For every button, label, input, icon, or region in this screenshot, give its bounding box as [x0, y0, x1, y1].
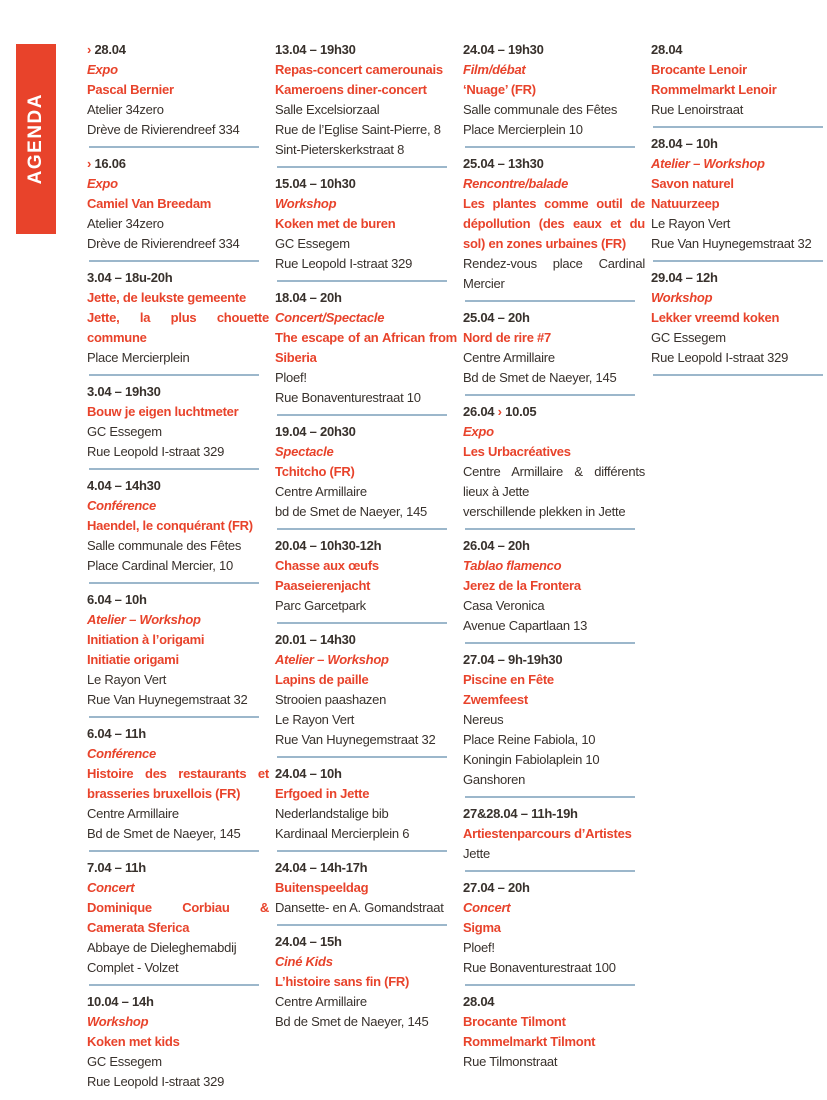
event-category: Tablao flamenco	[463, 558, 562, 573]
event-title: Natuurzeep	[651, 196, 720, 211]
event-detail: Atelier 34zero	[87, 102, 164, 117]
event-detail: Place Mercierplein	[87, 350, 190, 365]
event-detail: Salle communale des Fêtes	[463, 102, 618, 117]
event-divider	[653, 374, 823, 376]
event-detail: Le Rayon Vert	[87, 672, 167, 687]
event-listing	[651, 134, 827, 254]
event-date: 27&28.04 – 11h-19h	[463, 806, 578, 821]
event-date: 25.04 – 20h	[463, 310, 530, 325]
event-date: › 28.04	[87, 42, 126, 57]
event-divider	[89, 146, 259, 148]
event-divider	[277, 166, 447, 168]
event-category: Rencontre/balade	[463, 176, 569, 191]
event-title: Camiel Van Breedam	[87, 196, 212, 211]
event-detail: Atelier 34zero	[87, 216, 164, 231]
event-title: Repas-concert camerounais	[275, 62, 443, 77]
event-detail: Rue Tilmonstraat	[463, 1054, 558, 1069]
event-title: Lapins de paille	[275, 672, 369, 687]
event-listing	[87, 382, 269, 462]
event-title: Initiation à l’origami	[87, 632, 205, 647]
event-category: Conférence	[87, 498, 157, 513]
event-date: 10.04 – 14h	[87, 994, 154, 1009]
event-listing	[87, 858, 269, 978]
event-category: Concert/Spectacle	[275, 310, 385, 325]
event-date: 27.04 – 9h-19h30	[463, 652, 563, 667]
event-date: 4.04 – 14h30	[87, 478, 161, 493]
event-date: 28.04 – 10h	[651, 136, 718, 151]
event-divider	[277, 924, 447, 926]
event-listing	[275, 858, 457, 918]
event-detail: GC Essegem	[651, 330, 726, 345]
event-detail: Drève de Rivierendreef 334	[87, 122, 240, 137]
event-detail: Ganshoren	[463, 772, 526, 787]
event-detail: Place Reine Fabiola, 10	[463, 732, 596, 747]
event-detail: Rue Leopold I-straat 329	[87, 444, 225, 459]
event-title: Sigma	[463, 920, 501, 935]
event-title: Artiestenparcours d’Artistes	[463, 826, 632, 841]
event-title: L’histoire sans fin (FR)	[275, 974, 410, 989]
event-listing	[463, 804, 645, 864]
event-divider	[89, 468, 259, 470]
event-category: Concert	[463, 900, 511, 915]
agenda-column-1	[87, 40, 269, 1092]
event-detail: Nereus	[463, 712, 504, 727]
event-detail: Drève de Rivierendreef 334	[87, 236, 240, 251]
event-listing	[463, 40, 645, 140]
event-detail: Place Mercierplein 10	[463, 122, 583, 137]
event-detail: Abbaye de Dieleghemabdij	[87, 940, 237, 955]
event-title: Rommelmarkt Tilmont	[463, 1034, 596, 1049]
event-title: Tchitcho (FR)	[275, 464, 355, 479]
agenda-column-2	[275, 40, 457, 1092]
event-listing	[87, 40, 269, 140]
event-detail: Rue Lenoirstraat	[651, 102, 744, 117]
event-divider	[277, 756, 447, 758]
event-detail: GC Essegem	[87, 424, 162, 439]
event-date: 26.04 › 10.05	[463, 404, 537, 419]
event-title: Erfgoed in Jette	[275, 786, 370, 801]
event-divider	[653, 126, 823, 128]
event-listing	[275, 764, 457, 844]
event-title: Jerez de la Frontera	[463, 578, 581, 593]
event-category: Workshop	[651, 290, 713, 305]
event-detail: Le Rayon Vert	[275, 712, 355, 727]
event-date: 3.04 – 19h30	[87, 384, 161, 399]
event-title: Kameroens diner-concert	[275, 82, 427, 97]
event-title: Rommelmarkt Lenoir	[651, 82, 777, 97]
event-detail: Ploef!	[275, 370, 307, 385]
event-category: Workshop	[87, 1014, 149, 1029]
agenda-sidebar-tab	[16, 44, 56, 234]
event-detail: Rue Bonaventurestraat 100	[463, 960, 616, 975]
event-listing	[651, 40, 827, 120]
event-divider	[89, 716, 259, 718]
event-listing	[275, 288, 457, 408]
event-date: 25.04 – 13h30	[463, 156, 544, 171]
event-detail: Nederlandstalige bib	[275, 806, 389, 821]
event-detail: Rue Leopold I-straat 329	[87, 1074, 225, 1089]
event-divider	[89, 260, 259, 262]
event-detail: Jette	[463, 846, 490, 861]
event-detail: GC Essegem	[87, 1054, 162, 1069]
event-category: Ciné Kids	[275, 954, 333, 969]
event-title: Les Urbacréatives	[463, 444, 571, 459]
event-detail: Le Rayon Vert	[651, 216, 731, 231]
event-detail: Parc Garcetpark	[275, 598, 366, 613]
event-title: Bouw je eigen luchtmeter	[87, 404, 239, 419]
event-listing	[275, 40, 457, 160]
event-date: 24.04 – 19h30	[463, 42, 544, 57]
event-date: 19.04 – 20h30	[275, 424, 356, 439]
event-title: Brocante Lenoir	[651, 62, 747, 77]
event-listing	[275, 174, 457, 274]
event-detail: Salle Excelsiorzaal	[275, 102, 380, 117]
event-title: Initiatie origami	[87, 652, 179, 667]
event-detail: Koningin Fabiolaplein 10	[463, 752, 600, 767]
event-listing	[87, 154, 269, 254]
event-title: Nord de rire #7	[463, 330, 552, 345]
event-date: 13.04 – 19h30	[275, 42, 356, 57]
event-listing	[463, 536, 645, 636]
event-title: Buitenspeeldag	[275, 880, 369, 895]
event-divider	[277, 280, 447, 282]
event-listing	[87, 992, 269, 1092]
event-date: 15.04 – 10h30	[275, 176, 356, 191]
event-title: The escape of an African from Siberia	[275, 330, 457, 365]
event-detail: Bd de Smet de Naeyer, 145	[87, 826, 241, 841]
event-title: Koken met de buren	[275, 216, 396, 231]
event-detail: Centre Armillaire	[463, 350, 555, 365]
event-listing	[275, 932, 457, 1032]
agenda-column-3	[463, 40, 645, 1092]
event-divider	[465, 394, 635, 396]
event-title: Brocante Tilmont	[463, 1014, 566, 1029]
event-detail: Rue Bonaventurestraat 10	[275, 390, 421, 405]
event-divider	[277, 528, 447, 530]
event-date: 28.04	[463, 994, 495, 1009]
event-listing	[275, 422, 457, 522]
event-category: Film/débat	[463, 62, 526, 77]
event-divider	[465, 146, 635, 148]
event-title: Savon naturel	[651, 176, 734, 191]
event-detail: Centre Armillaire	[87, 806, 179, 821]
event-divider	[465, 796, 635, 798]
event-divider	[653, 260, 823, 262]
event-detail: Salle communale des Fêtes	[87, 538, 242, 553]
event-listing	[651, 268, 827, 368]
event-divider	[277, 622, 447, 624]
event-divider	[89, 850, 259, 852]
event-category: Conférence	[87, 746, 157, 761]
event-title: Chasse aux œufs	[275, 558, 379, 573]
event-title: Jette, de leukste gemeente	[87, 290, 246, 305]
event-detail: Sint-Pieterskerkstraat 8	[275, 142, 405, 157]
event-category: Atelier – Workshop	[275, 652, 389, 667]
event-listing	[87, 476, 269, 576]
event-date: 27.04 – 20h	[463, 880, 530, 895]
event-date: 3.04 – 18u-20h	[87, 270, 173, 285]
event-detail: Rendez-vous place Cardinal Mercier	[463, 256, 645, 291]
event-date: 6.04 – 10h	[87, 592, 147, 607]
event-title: Paaseierenjacht	[275, 578, 371, 593]
event-title: Koken met kids	[87, 1034, 180, 1049]
event-listing	[463, 992, 645, 1072]
event-category: Atelier – Workshop	[87, 612, 201, 627]
event-divider	[277, 850, 447, 852]
event-listing	[463, 650, 645, 790]
event-date: 24.04 – 10h	[275, 766, 342, 781]
event-title: Les plantes comme outil de dépollution (des eaux et du sol) en zones urbaines (FR)	[463, 196, 645, 251]
event-detail: Rue Leopold I-straat 329	[651, 350, 789, 365]
event-divider	[89, 582, 259, 584]
event-date: 24.04 – 15h	[275, 934, 342, 949]
event-divider	[277, 414, 447, 416]
event-divider	[465, 528, 635, 530]
event-title: Piscine en Fête	[463, 672, 554, 687]
event-detail: Place Cardinal Mercier, 10	[87, 558, 233, 573]
event-detail: bd de Smet de Naeyer, 145	[275, 504, 428, 519]
event-date: 20.04 – 10h30-12h	[275, 538, 382, 553]
event-date: 24.04 – 14h-17h	[275, 860, 368, 875]
event-date: 20.01 – 14h30	[275, 632, 356, 647]
event-category: Concert	[87, 880, 135, 895]
event-listing	[87, 724, 269, 844]
agenda-column-4	[651, 40, 827, 1092]
event-detail: Bd de Smet de Naeyer, 145	[463, 370, 617, 385]
event-title: Zwemfeest	[463, 692, 528, 707]
event-listing	[463, 154, 645, 294]
event-listing	[275, 536, 457, 616]
event-detail: Centre Armillaire	[275, 484, 367, 499]
event-detail: Rue de l’Eglise Saint-Pierre, 8	[275, 122, 441, 137]
event-category: Spectacle	[275, 444, 334, 459]
event-detail: Kardinaal Mercierplein 6	[275, 826, 410, 841]
event-listing	[275, 630, 457, 750]
event-date: 26.04 – 20h	[463, 538, 530, 553]
chevron-right-icon: ›	[497, 404, 502, 419]
event-title: ‘Nuage’ (FR)	[463, 82, 536, 97]
event-divider	[465, 642, 635, 644]
event-detail: Bd de Smet de Naeyer, 145	[275, 1014, 429, 1029]
event-date: 7.04 – 11h	[87, 860, 146, 875]
event-category: Expo	[463, 424, 494, 439]
event-category: Atelier – Workshop	[651, 156, 765, 171]
event-title: Haendel, le conquérant (FR)	[87, 518, 253, 533]
event-title: Lekker vreemd koken	[651, 310, 780, 325]
event-date: 6.04 – 11h	[87, 726, 146, 741]
event-detail: Rue Van Huynegemstraat 32	[87, 692, 248, 707]
event-detail: Rue Van Huynegemstraat 32	[275, 732, 436, 747]
event-listing	[463, 402, 645, 522]
event-title: Pascal Bernier	[87, 82, 174, 97]
event-divider	[89, 374, 259, 376]
event-detail: Strooien paashazen	[275, 692, 387, 707]
event-detail: Rue Leopold I-straat 329	[275, 256, 413, 271]
event-divider	[465, 300, 635, 302]
event-detail: Rue Van Huynegemstraat 32	[651, 236, 812, 251]
event-category: Expo	[87, 62, 118, 77]
event-date: 29.04 – 12h	[651, 270, 718, 285]
event-detail: Centre Armillaire & différents lieux à Jette	[463, 464, 645, 499]
chevron-right-icon: ›	[87, 156, 92, 171]
agenda-sidebar-label: AGENDA	[25, 93, 46, 185]
event-detail: verschillende plekken in Jette	[463, 504, 626, 519]
event-detail: Ploef!	[463, 940, 495, 955]
event-date: › 16.06	[87, 156, 126, 171]
event-detail: Dansette- en A. Gomandstraat	[275, 900, 444, 915]
event-date: 18.04 – 20h	[275, 290, 342, 305]
event-detail: Centre Armillaire	[275, 994, 367, 1009]
agenda-columns	[87, 40, 827, 1092]
event-detail: Avenue Capartlaan 13	[463, 618, 588, 633]
event-title: Dominique Corbiau & Camerata Sferica	[87, 900, 269, 935]
event-divider	[89, 984, 259, 986]
event-listing	[87, 268, 269, 368]
event-listing	[463, 878, 645, 978]
event-date: 28.04	[651, 42, 683, 57]
event-category: Workshop	[275, 196, 337, 211]
event-detail: Casa Veronica	[463, 598, 545, 613]
event-divider	[465, 984, 635, 986]
event-detail: GC Essegem	[275, 236, 350, 251]
event-detail: Complet - Volzet	[87, 960, 179, 975]
event-divider	[465, 870, 635, 872]
event-category: Expo	[87, 176, 118, 191]
event-title: Jette, la plus chouette commune	[87, 310, 269, 345]
event-listing	[87, 590, 269, 710]
event-title: Histoire des restaurants et brasseries bruxellois (FR)	[87, 766, 269, 801]
event-listing	[463, 308, 645, 388]
chevron-right-icon: ›	[87, 42, 92, 57]
